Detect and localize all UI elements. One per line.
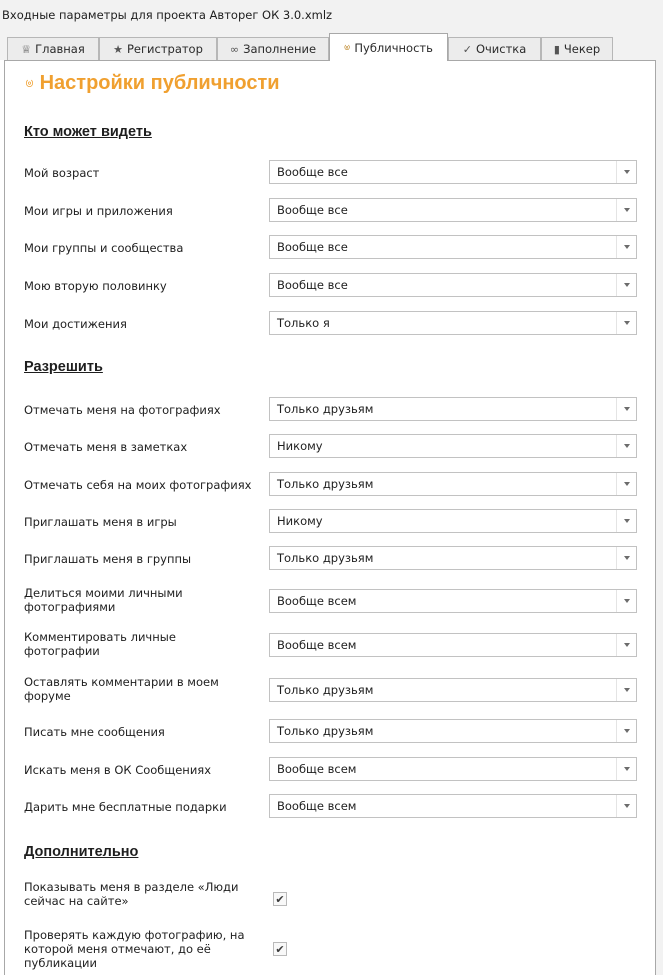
chevron-down-icon[interactable] xyxy=(616,236,636,258)
row-label-ok-search: Искать меня в ОК Сообщениях xyxy=(24,763,212,777)
row-label-age: Мой возраст xyxy=(24,166,100,180)
row-label-partner: Мою вторую половинку xyxy=(24,279,167,293)
gifts-select[interactable] xyxy=(269,794,637,818)
mustache-icon: ၑ xyxy=(344,39,351,53)
chevron-down-icon[interactable] xyxy=(616,795,636,817)
chevron-down-icon[interactable] xyxy=(616,758,636,780)
chevron-down-icon[interactable] xyxy=(616,590,636,612)
row-label-groups: Мои группы и сообщества xyxy=(24,241,184,255)
select-value: Только друзьям xyxy=(277,477,374,491)
tab-registrator[interactable] xyxy=(99,37,217,60)
tag-notes-select[interactable] xyxy=(269,434,637,458)
chevron-down-icon[interactable] xyxy=(616,547,636,569)
tag-self-select[interactable] xyxy=(269,472,637,496)
select-value: Вообще все xyxy=(277,165,348,179)
chevron-down-icon[interactable] xyxy=(616,634,636,656)
tab-label: Очистка xyxy=(475,42,527,56)
checkmark-icon: ✓ xyxy=(462,42,472,56)
chevron-down-icon[interactable] xyxy=(616,510,636,532)
select-value: Только друзьям xyxy=(277,551,374,565)
bookmark-icon: ▮ xyxy=(553,42,560,56)
tab-main[interactable] xyxy=(7,37,99,60)
online-checkbox[interactable]: ✔ xyxy=(273,892,287,906)
page-title xyxy=(25,72,280,95)
messages-select[interactable] xyxy=(269,719,637,743)
photo-review-checkbox[interactable]: ✔ xyxy=(273,942,287,956)
chevron-down-icon[interactable] xyxy=(616,473,636,495)
select-value: Вообще всем xyxy=(277,594,357,608)
tab-publicity[interactable] xyxy=(329,33,448,61)
row-label-comment-photos: Комментировать личные фотографии xyxy=(24,630,176,658)
chevron-down-icon[interactable] xyxy=(616,274,636,296)
select-value: Никому xyxy=(277,514,323,528)
invite-games-select[interactable] xyxy=(269,509,637,533)
games-visibility-select[interactable] xyxy=(269,198,637,222)
partner-visibility-select[interactable] xyxy=(269,273,637,297)
tab-bar xyxy=(0,30,663,60)
row-label-share-photos: Делиться моими личными фотографиями xyxy=(24,586,183,614)
chevron-down-icon[interactable] xyxy=(616,312,636,334)
row-label-tag-self: Отмечать себя на моих фотографиях xyxy=(24,478,252,492)
tab-label: Публичность xyxy=(354,40,433,55)
invite-groups-select[interactable] xyxy=(269,546,637,570)
select-value: Только друзьям xyxy=(277,683,374,697)
chevron-down-icon[interactable] xyxy=(616,679,636,701)
select-value: Вообще все xyxy=(277,278,348,292)
chevron-down-icon[interactable] xyxy=(616,435,636,457)
row-label-achievements: Мои достижения xyxy=(24,317,127,331)
section-heading-extra: Дополнительно xyxy=(24,844,139,860)
select-value: Вообще всем xyxy=(277,799,357,813)
chevron-down-icon[interactable] xyxy=(616,161,636,183)
select-value: Вообще все xyxy=(277,240,348,254)
check-label-online: Показывать меня в разделе «Люди сейчас на сайте» xyxy=(24,880,239,908)
infinity-icon: ∞ xyxy=(229,42,240,56)
mustache-icon: ၑ xyxy=(25,73,34,91)
chevron-down-icon[interactable] xyxy=(616,199,636,221)
select-value: Вообще всем xyxy=(277,762,357,776)
tab-label: Главная xyxy=(35,42,85,56)
row-label-tag-notes: Отмечать меня в заметках xyxy=(24,440,188,454)
forum-comments-select[interactable] xyxy=(269,678,637,702)
row-label-invite-groups: Приглашать меня в группы xyxy=(24,552,192,566)
check-label-photo-review: Проверять каждую фотографию, на которой меня отмечают, до её публикации xyxy=(24,928,245,970)
star-icon: ★ xyxy=(113,42,123,56)
tab-filling[interactable] xyxy=(217,37,329,60)
select-value: Только друзьям xyxy=(277,724,374,738)
age-visibility-select[interactable] xyxy=(269,160,637,184)
window-titlebar xyxy=(0,0,663,30)
groups-visibility-select[interactable] xyxy=(269,235,637,259)
section-heading-visibility: Кто может видеть xyxy=(24,124,152,140)
window-title: Входные параметры для проекта Авторег ОК 3.0.xmlz xyxy=(2,8,333,22)
home-icon: ♕ xyxy=(21,42,32,56)
ok-search-select[interactable] xyxy=(269,757,637,781)
tab-label: Чекер xyxy=(563,42,601,56)
select-value: Вообще всем xyxy=(277,638,357,652)
select-value: Только я xyxy=(277,316,330,330)
select-value: Вообще все xyxy=(277,203,348,217)
select-value: Никому xyxy=(277,439,323,453)
chevron-down-icon[interactable] xyxy=(616,720,636,742)
row-label-gifts: Дарить мне бесплатные подарки xyxy=(24,800,227,814)
row-label-forum-comments: Оставлять комментарии в моем форуме xyxy=(24,675,219,703)
row-label-messages: Писать мне сообщения xyxy=(24,725,165,739)
scroll-edge xyxy=(656,60,663,975)
tab-checker[interactable] xyxy=(541,37,613,60)
tab-cleanup[interactable] xyxy=(448,37,541,60)
row-label-games: Мои игры и приложения xyxy=(24,204,173,218)
row-label-tag-photos: Отмечать меня на фотографиях xyxy=(24,403,221,417)
chevron-down-icon[interactable] xyxy=(616,398,636,420)
comment-photos-select[interactable] xyxy=(269,633,637,657)
tag-photos-select[interactable] xyxy=(269,397,637,421)
tab-label: Регистратор xyxy=(126,42,203,56)
select-value: Только друзьям xyxy=(277,402,374,416)
share-photos-select[interactable] xyxy=(269,589,637,613)
tab-label: Заполнение xyxy=(243,42,317,56)
row-label-invite-games: Приглашать меня в игры xyxy=(24,515,177,529)
achievements-visibility-select[interactable] xyxy=(269,311,637,335)
section-heading-allow: Разрешить xyxy=(24,359,103,375)
page-title-text: Настройки публичности xyxy=(39,72,280,94)
